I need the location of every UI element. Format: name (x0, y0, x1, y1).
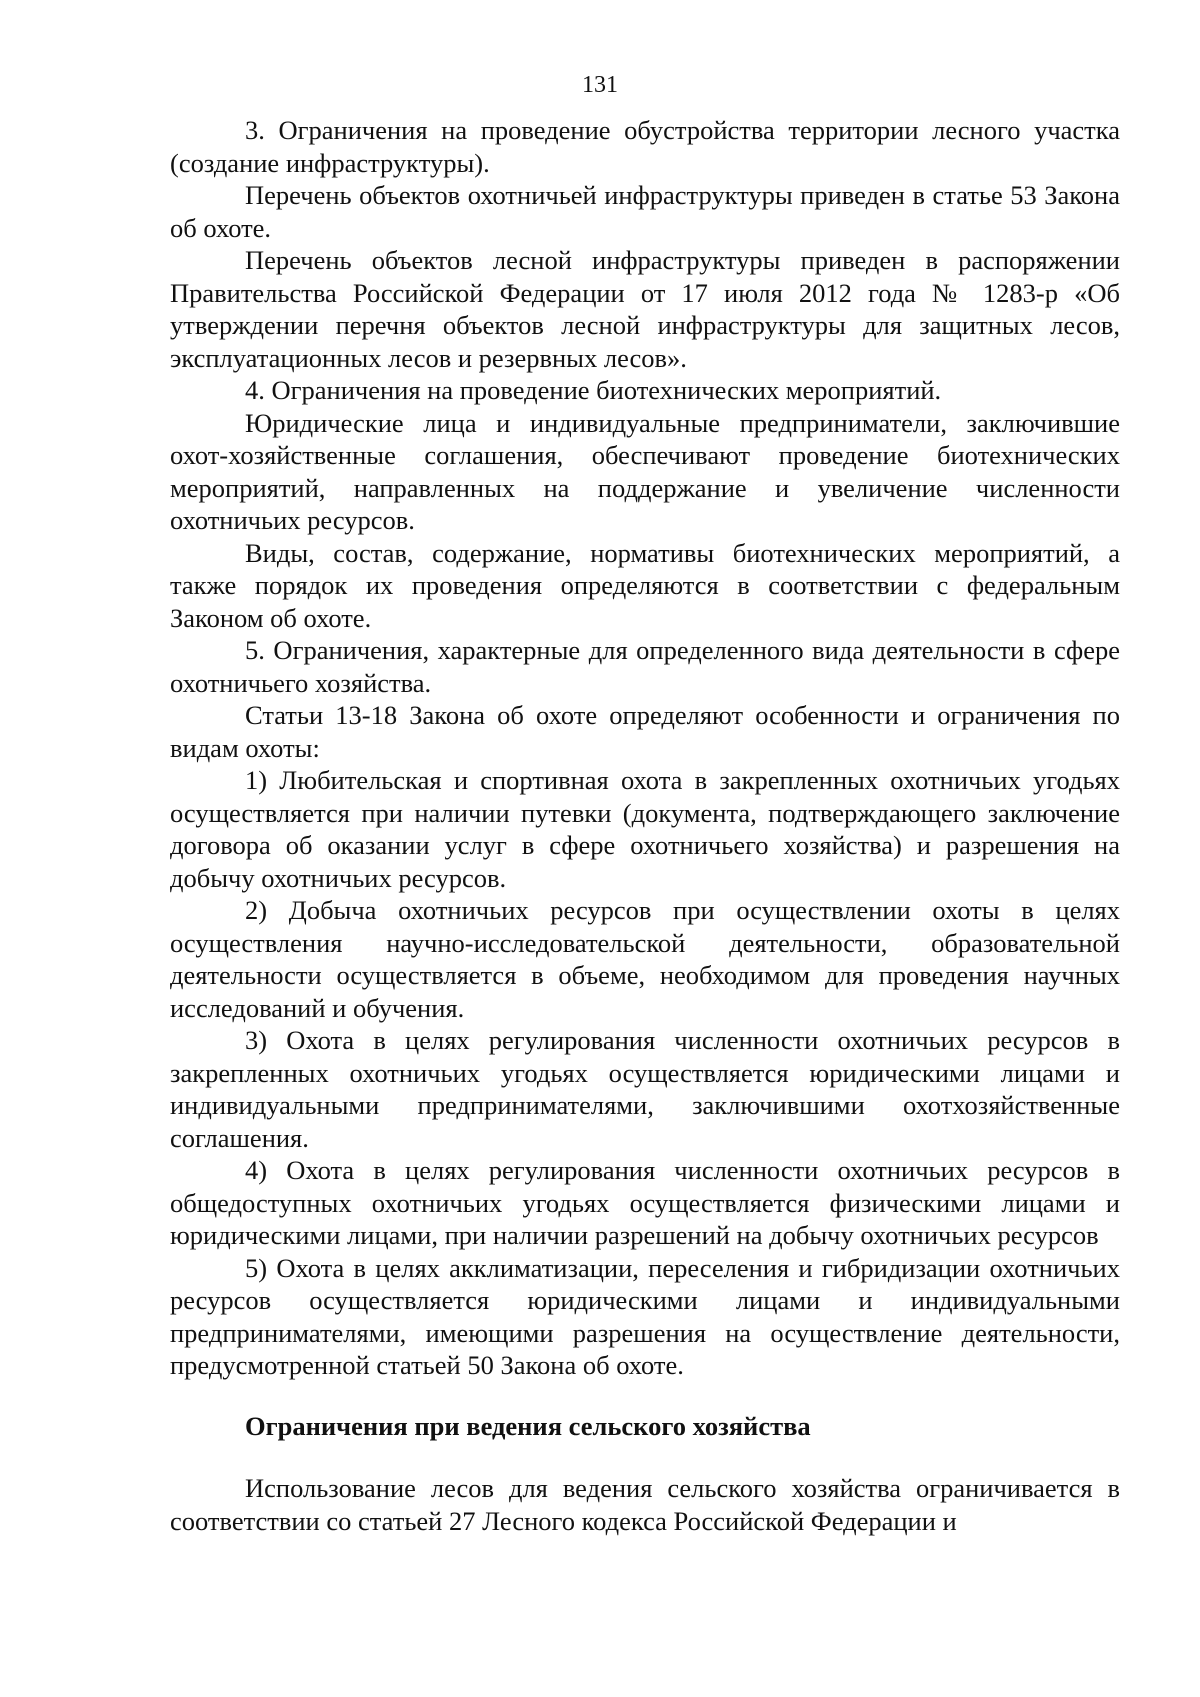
document-body (170, 114, 1120, 1537)
paragraph: Статьи 13-18 Закона об охоте определяют особенности и ограничения по видам охоты: (170, 700, 1120, 763)
paragraph: Перечень объектов охотничьей инфраструктуры приведен в статье 53 Закона об охоте. (170, 180, 1120, 243)
paragraph: 3. Ограничения на проведение обустройства территории лесного участка (создание инфраструктуры). (170, 115, 1120, 178)
list-item: 4) Охота в целях регулирования численности охотничьих ресурсов в общедоступных охотничьих угодьях осуществляется физическими лицами и юридическими лицами, при наличии разрешений на добычу охотничьих ресурсов (170, 1155, 1120, 1250)
list-item: 5) Охота в целях акклиматизации, переселения и гибридизации охотничьих ресурсов осуществляется юридическими лицами и индивидуальными предпринимателями, имеющими разрешения на осуществление деятельности, предусмотренной статьей 50 Закона об охоте. (170, 1252, 1120, 1380)
section-heading: Ограничения при ведения сельского хозяйства (245, 1410, 811, 1441)
paragraph: 5. Ограничения, характерные для определенного вида деятельности в сфере охотничьего хозяйства. (170, 635, 1120, 698)
paragraph: Перечень объектов лесной инфраструктуры приведен в распоряжении Правительства Российской Федерации от 17 июля 2012 года № 1283-р «Об утверждении перечня объектов лесной инфраструктуры для защитных лесов, эксплуатационных лесов и резервных лесов». (170, 245, 1120, 373)
list-item: 3) Охота в целях регулирования численности охотничьих ресурсов в закрепленных охотничьих угодьях осуществляется юридическими лицами и индивидуальными предпринимателями, заключившими охотхозяйственные соглашения. (170, 1025, 1120, 1153)
paragraph: 4. Ограничения на проведение биотехнических мероприятий. (245, 375, 942, 405)
paragraph: Юридические лица и индивидуальные предприниматели, заключившие охот-хозяйственные соглашения, обеспечивают проведение биотехнических мероприятий, направленных на поддержание и увеличение численности охотничьих ресурсов. (170, 407, 1120, 535)
list-item: 1) Любительская и спортивная охота в закрепленных охотничьих угодьях осуществляется при наличии путевки (документа, подтверждающего заключение договора об оказании услуг в сфере охотничьего хозяйства) и разрешения на добычу охотничьих ресурсов. (170, 765, 1120, 893)
list-item: 2) Добыча охотничьих ресурсов при осуществлении охоты в целях осуществления научно-исследовательской деятельности, образовательной деятельности осуществляется в объеме, необходимом для проведения научных исследований и обучения. (170, 895, 1120, 1023)
paragraph: Использование лесов для ведения сельского хозяйства ограничивается в соответствии со статьей 27 Лесного кодекса Российской Федерации и (170, 1473, 1120, 1536)
page-number: 131 (582, 72, 618, 98)
paragraph: Виды, состав, содержание, нормативы биотехнических мероприятий, а также порядок их проведения определяются в соответствии с федеральным Законом об охоте. (170, 537, 1120, 633)
